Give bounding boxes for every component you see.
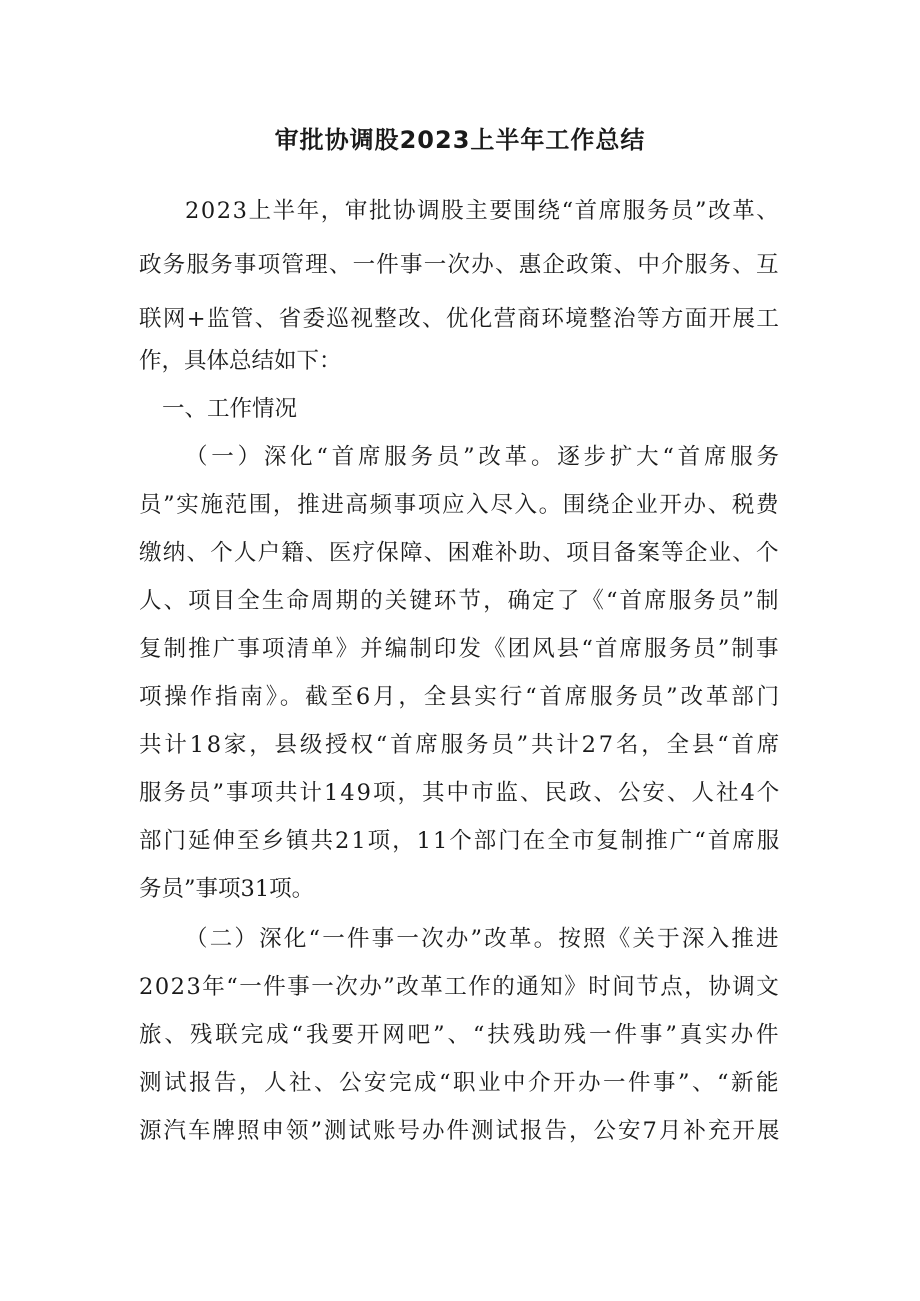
paragraph-line	[139, 960, 779, 1014]
document-title: 审批协调股2023上半年工作总结	[274, 126, 646, 154]
line-text: 2023上半年，审批协调股主要围绕“首席服务员”改革、	[185, 198, 781, 224]
line-text: 人、项目全生命周期的关键环节，确定了《“首席服务员”制	[139, 588, 781, 614]
section-heading	[162, 382, 762, 436]
paragraph-line	[139, 766, 782, 820]
line-text: 部门延伸至乡镇共21项，11个部门在全市复制推广“首席服	[139, 828, 782, 854]
paragraph-line	[185, 912, 779, 966]
line-text: 复制推广事项清单》并编制印发《团风县“首席服务员”制事	[139, 636, 781, 662]
line-text: 服务员”事项共计149项，其中市监、民政、公安、人社4个	[139, 780, 782, 806]
line-text: 源汽车牌照申领”测试账号办件测试报告，公安7月补充开展	[139, 1118, 782, 1144]
paragraph-line	[139, 814, 782, 868]
paragraph-line	[185, 430, 783, 484]
section-heading-text: 一、工作情况	[162, 396, 298, 422]
line-text: （一）深化“首席服务员”改革。逐步扩大“首席服务	[185, 444, 783, 470]
line-text: （二）深化“一件事一次办”改革。按照《关于深入推进	[185, 926, 781, 952]
line-text: 务员”事项31项。	[139, 876, 315, 902]
paragraph-line	[139, 862, 779, 916]
line-text: 2023年“一件事一次办”改革工作的通知》时间节点，协调文	[139, 974, 781, 1000]
line-text: 政务服务事项管理、一件事一次办、惠企政策、中介服务、互	[139, 252, 780, 278]
paragraph-line	[139, 1104, 782, 1158]
paragraph-line	[139, 1056, 782, 1110]
paragraph-line	[139, 718, 783, 772]
line-text: 共计18家，县级授权“首席服务员”共计27名，全县“首席	[139, 732, 783, 758]
paragraph-line	[185, 184, 779, 238]
line-text: 联网+监管、省委巡视整改、优化营商环境整治等方面开展工	[139, 306, 781, 332]
paragraph-line	[139, 622, 779, 676]
paragraph-line	[139, 478, 779, 532]
line-text: 测试报告，人社、公安完成“职业中介开办一件事”、“新能	[139, 1070, 782, 1096]
paragraph-line	[139, 574, 779, 628]
line-text: 旅、残联完成“我要开网吧”、“扶残助残一件事”真实办件	[139, 1022, 782, 1048]
paragraph-line	[139, 670, 782, 724]
paragraph-line	[139, 526, 779, 580]
line-text: 员”实施范围，推进高频事项应入尽入。围绕企业开办、税费	[139, 492, 781, 518]
line-text: 缴纳、个人户籍、医疗保障、困难补助、项目备案等企业、个	[139, 540, 780, 566]
paragraph-line	[139, 238, 779, 292]
line-text: 项操作指南》。截至6月，全县实行“首席服务员”改革部门	[139, 684, 782, 710]
paragraph-line	[139, 1008, 782, 1062]
paragraph-line	[139, 334, 779, 388]
line-text: 作，具体总结如下：	[139, 348, 342, 374]
